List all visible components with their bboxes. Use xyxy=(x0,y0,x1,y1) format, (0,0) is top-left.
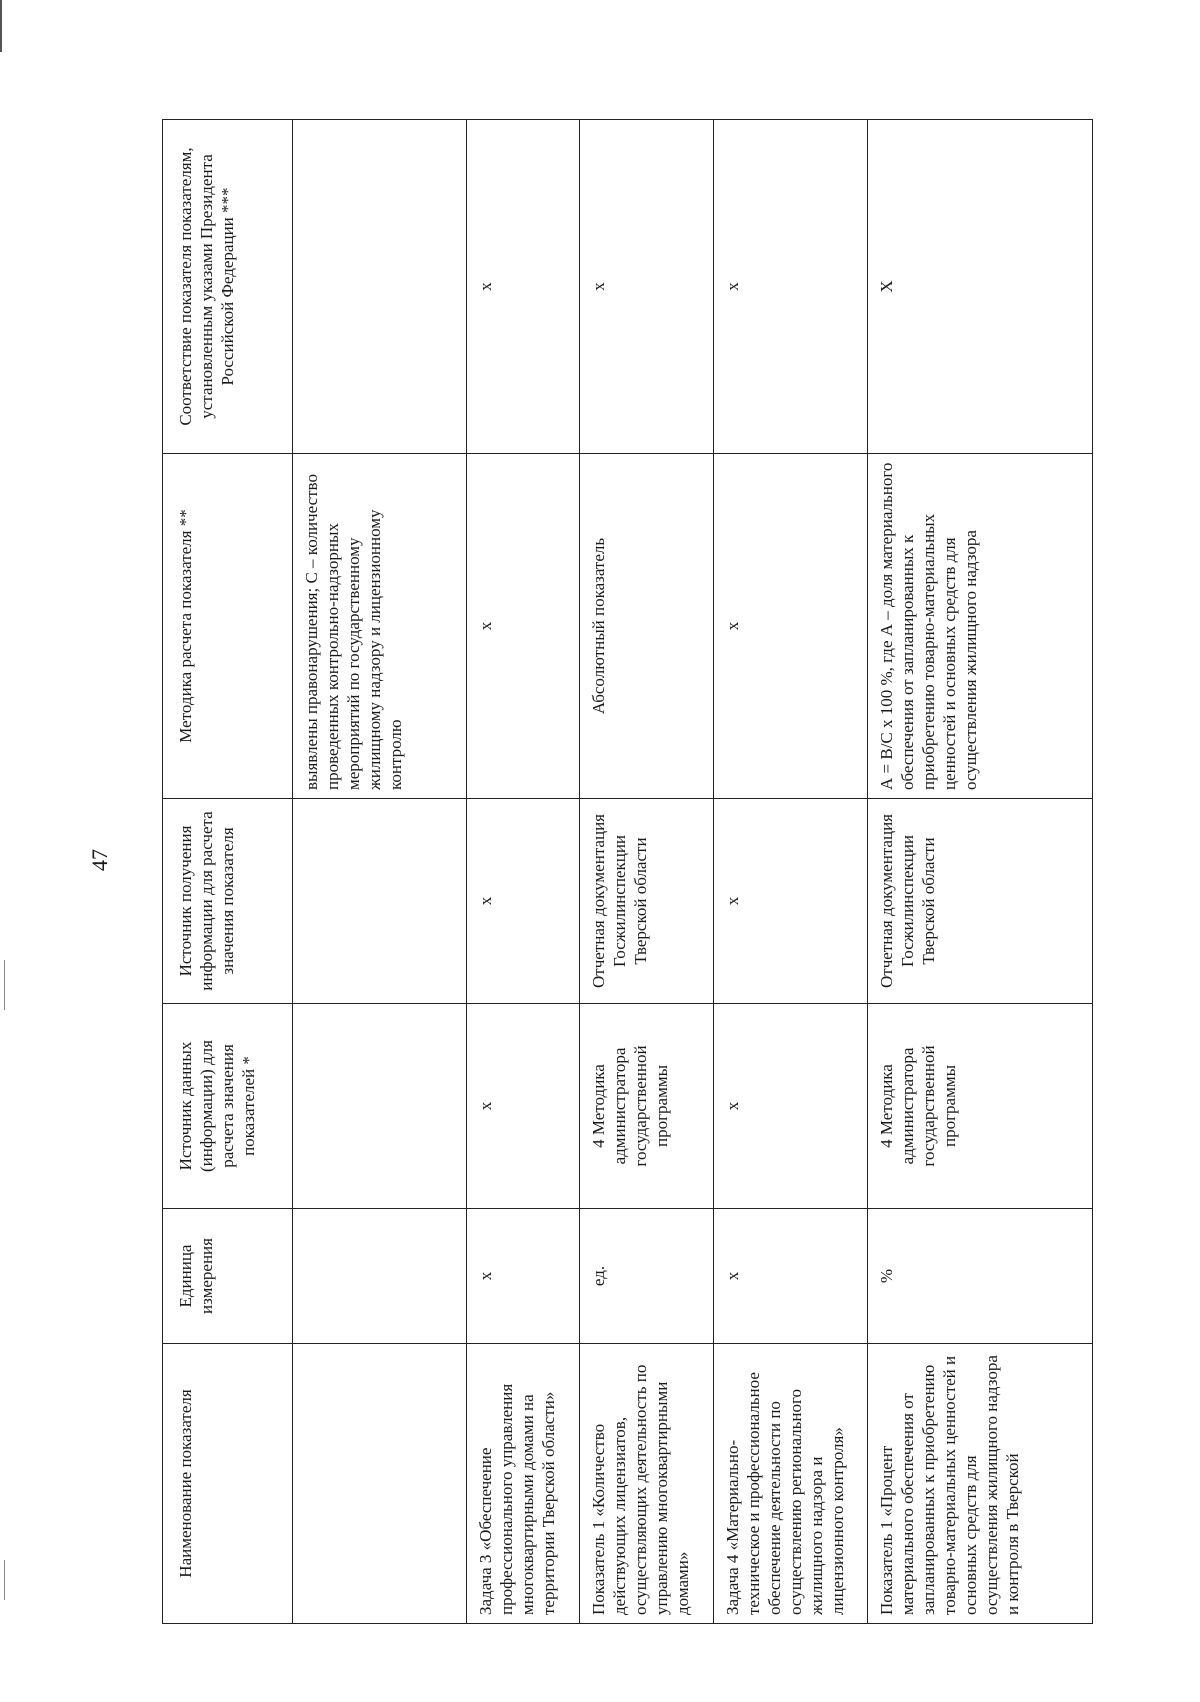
cell-info-source xyxy=(293,799,467,1004)
table-row xyxy=(293,120,467,1624)
scan-edge-mark xyxy=(4,960,5,1010)
cell-compliance: Х xyxy=(868,120,1093,454)
cell-data-source: 4 Методика администратора государственной программы xyxy=(580,1004,714,1209)
cell-method: Абсолютный показатель xyxy=(580,454,714,799)
header-indicator-name: Наименование показателя xyxy=(163,1344,293,1624)
scan-edge-mark xyxy=(4,1560,5,1600)
cell-info-source: Отчетная документация Госжилинспекции Тверской области xyxy=(868,799,1093,1004)
cell-method: х xyxy=(467,454,580,799)
cell-compliance: х xyxy=(713,120,868,454)
cell-method: А = В/С х 100 %, где А – доля материального обеспечения от запланированных к приобретению товарно-материальных ценностей и основных средств для осуществления жилищного надзора xyxy=(868,454,1093,799)
table-row xyxy=(713,120,868,1624)
table-header-row xyxy=(163,120,293,1624)
header-data-source: Источник данных (информации) для расчета значения показателей * xyxy=(163,1004,293,1209)
cell-unit: х xyxy=(467,1209,580,1344)
indicators-table xyxy=(162,119,1093,1624)
cell-method: выявлены правонарушения; С – количество проведенных контрольно-надзорных мероприятий по государственному жилищному надзору и лицензионному контролю xyxy=(293,454,467,799)
table-row xyxy=(868,120,1093,1624)
cell-name: Задача 3 «Обеспечение профессионального управления многоквартирными домами на территории Тверской области» xyxy=(467,1344,580,1624)
rotated-table-container xyxy=(162,120,1093,1624)
page-number: 47 xyxy=(87,849,112,871)
header-method: Методика расчета показателя ** xyxy=(163,454,293,799)
cell-data-source: 4 Методика администратора государственной программы xyxy=(868,1004,1093,1209)
header-unit: Единица измерения xyxy=(163,1209,293,1344)
cell-info-source: х xyxy=(467,799,580,1004)
cell-unit: % xyxy=(868,1209,1093,1344)
cell-name xyxy=(293,1344,467,1624)
table-row xyxy=(580,120,714,1624)
cell-unit: х xyxy=(713,1209,868,1344)
cell-unit xyxy=(293,1209,467,1344)
cell-unit: ед. xyxy=(580,1209,714,1344)
cell-name: Показатель 1 «Количество действующих лицензиатов, осуществляющих деятельность по управлению многоквартирными домами» xyxy=(580,1344,714,1624)
cell-info-source: Отчетная документация Госжилинспекции Тверской области xyxy=(580,799,714,1004)
cell-compliance: х xyxy=(580,120,714,454)
cell-name: Задача 4 «Материально-техническое и профессиональное обеспечение деятельности по осуществлению регионального жилищного надзора и лицензионного контроля» xyxy=(713,1344,868,1624)
cell-compliance xyxy=(293,120,467,454)
cell-info-source: х xyxy=(713,799,868,1004)
header-compliance: Соответствие показателя показателям, установленным указами Президента Российской Федерации *** xyxy=(163,120,293,454)
cell-data-source: х xyxy=(713,1004,868,1209)
header-info-source: Источник получения информации для расчета значения показателя xyxy=(163,799,293,1004)
cell-method: х xyxy=(713,454,868,799)
cell-data-source: х xyxy=(467,1004,580,1209)
cell-data-source xyxy=(293,1004,467,1209)
cell-name: Показатель 1 «Процент материального обеспечения от запланированных к приобретению товарно-материальных ценностей и основных средств для осуществления жилищного надзора и контроля в Тверской xyxy=(868,1344,1093,1624)
table-row xyxy=(467,120,580,1624)
scan-edge-mark xyxy=(0,0,2,52)
cell-compliance: х xyxy=(467,120,580,454)
